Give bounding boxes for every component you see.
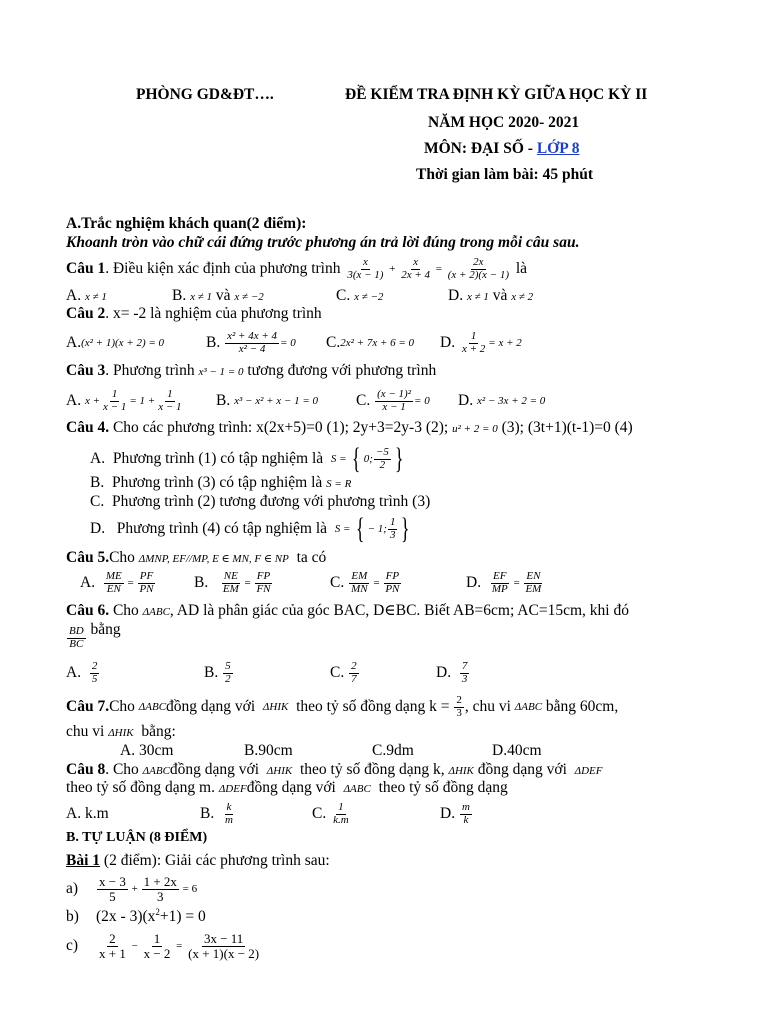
q6-option-b[interactable]: B. 5 2 [204,659,231,685]
q1-option-c[interactable]: C. x ≠ −2 [336,287,384,304]
q6-ratio-line: BD BC bằng [69,621,121,650]
question-1: Câu 1 . Điều kiện xác định của phương trình x 3(x − 1) + $\frac{x}{2x + 4}$ = $\frac{2x}{(x + 2)(x - 1)}$ là [66,255,528,281]
question-1-label: Câu 1 [66,260,106,277]
q5-option-c[interactable]: C. $\frac{EM}{MN}$ = $\frac{FP}{PN}$ [330,569,400,595]
q5-option-b[interactable]: B. $\frac{NE}{EM}$ = $\frac{FP}{FN}$ [194,569,271,595]
q3-option-c[interactable]: C. $\frac{\text{(x − 1)²}}{x - 1}$ = 0 [356,387,430,413]
question-5: Câu 5.Cho ΔMNP, EF//MP, E ∈ MN, F ∈ NP ta có [66,549,327,566]
q5-option-a[interactable]: A. $\frac{ME}{EN}$ = $\frac{PF}{PN}$ [80,569,154,595]
bai-1-label: Bài 1 [66,852,101,869]
bai-1-part-c: c) 2 x + 1 − 1 x − 2 = 3x − 11 (x + 1)(x − 2) [66,930,260,961]
q8-option-a[interactable]: A. k.m [66,805,109,822]
q5-option-d[interactable]: D. $\frac{EF}{MP}$ = $\frac{EN}{EM}$ [466,569,542,595]
q6-ratio-fraction: BD BC [69,624,84,650]
subject-line [424,140,579,158]
education-office: PHÒNG GD&ĐT…. [136,86,274,103]
subject-class: LỚP 8 [536,140,580,157]
question-2-label: Câu 2 [66,305,106,322]
q3-option-a[interactable]: A. x + $\frac{1}{x - 1}$ = 1 + $\frac{1}{x - 1}$ [66,387,182,413]
q3-option-d[interactable]: D. x² − 3x + 2 = 0 [458,392,546,409]
question-4: Câu 4. Cho các phương trình: x(2x+5)=0 (1); 2y+3=2y-3 (2); u² + 2 = 0 (3); (3t+1)(t-1)=0 (4) [66,419,633,436]
q4-option-c[interactable]: C. Phương trình (2) tương đương với phương trình (3) [90,493,431,510]
q2-option-b[interactable]: B. $\frac{\text{x² + 4x + 4}}{\text{x² − 4}}$ = 0 [206,329,296,355]
q1-fraction-3: $\frac{2x}{(x + 2)(x - 1)}$ [447,255,509,281]
question-1-tail: là [515,260,528,277]
question-7: Câu 7. Cho ΔABC đồng dạng với ΔHIK theo tỷ số đồng dạng k = $\frac{2}{3}$ , chu vi ΔABC bằng 60cm, [66,693,619,719]
question-8-label: Câu 8 [66,761,106,778]
question-1-text: . Điều kiện xác định của phương trình [105,260,341,277]
question-6-label: Câu 6. [66,602,110,619]
q1-fraction-1: x 3(x − 1) [347,255,384,281]
bai-1-part-a: a) x − 3 5 + 1 + 2x 3 = 6 [66,873,198,904]
q7-option-d[interactable]: D.40cm [492,742,542,759]
question-2: Câu 2. x= -2 là nghiệm của phương trình [66,305,322,322]
time-limit: Thời gian làm bài: 45 phút [416,166,593,183]
q8-option-c[interactable]: C. 1 k.m [312,800,349,826]
q6-option-d[interactable]: D. 7 3 [436,659,468,685]
bai-1-part-b: b) $(2x - 3)(x^2+1) = 0$ [66,906,206,925]
q6-option-a[interactable]: A. 2 5 [66,659,98,685]
q1-option-a[interactable]: A. x ≠ 1 [66,287,107,304]
bai-1-heading: Bài 1 (2 điểm): Giải các phương trình sau: [66,852,330,869]
question-3: Câu 3. Phương trình x³ − 1 = 0 tương đương với phương trình [66,362,437,379]
q8-option-d[interactable]: D. m k [440,800,470,826]
question-3-label: Câu 3 [66,362,106,379]
q6-option-c[interactable]: C. 2 7 [330,659,357,685]
question-4-label: Câu 4. [66,419,110,436]
question-7-line-2: chu vi ΔHIK bằng: [66,723,176,740]
q7-option-b[interactable]: B.90cm [244,742,293,759]
question-6: Câu 6. Cho ΔABC, AD là phân giác của góc BAC, D∈BC. Biết AB=6cm; AC=15cm, khi đó [66,602,629,619]
subject-prefix: MÔN: ĐẠI SỐ - [424,140,537,157]
q7-option-c[interactable]: C.9dm [372,742,414,759]
question-7-label: Câu 7. [66,698,110,715]
q7-option-a[interactable]: A. 30cm [120,742,174,759]
q8-option-b[interactable]: B. k m [200,800,233,826]
question-8-line-2: theo tỷ số đồng dạng m. ΔDEFđồng dạng với ΔABC theo tỷ số đồng dạng [66,779,508,796]
q4-option-a[interactable]: A. Phương trình (1) có tập nghiệm là S = { 0; −5 2 } [90,442,404,475]
q2-option-d[interactable]: D. $\frac{1}{x + 2}$ = x + 2 [440,329,522,355]
q1-option-d[interactable]: D. x ≠ 1 và x ≠ 2 [448,287,534,304]
section-a-title: A.Trắc nghiệm khách quan(2 điểm): [66,215,307,232]
section-a-instruction: Khoanh tròn vào chữ cái đứng trước phương án trả lời đúng trong mỗi câu sau. [66,234,580,251]
q4-option-d[interactable]: D. Phương trình (4) có tập nghiệm là S = { − 1; 1 3 } [90,512,410,545]
exam-title: ĐỀ KIỂM TRA ĐỊNH KỲ GIỮA HỌC KỲ II [345,86,648,103]
question-8: Câu 8. Cho ΔABCđồng dạng với ΔHIK theo tỷ số đồng dạng k, ΔHIK đồng dạng với ΔDEF [66,761,603,778]
question-5-label: Câu 5. [66,549,110,566]
q2-option-a[interactable]: A. (x² + 1)(x + 2) = 0 [66,334,165,351]
q2-option-c[interactable]: C. 2x² + 7x + 6 = 0 [326,334,415,351]
section-b-title: B. TỰ LUẬN (8 ĐIỂM) [66,830,208,845]
q4-option-b[interactable]: B. Phương trình (3) có tập nghiệm là S = R [90,474,352,491]
q1-option-b[interactable]: B. x ≠ 1 và x ≠ −2 [172,287,264,304]
q3-option-b[interactable]: B. x³ − x² + x − 1 = 0 [216,392,319,409]
q1-fraction-2: $\frac{x}{2x + 4}$ [401,255,431,281]
school-year: NĂM HỌC 2020- 2021 [428,114,580,131]
